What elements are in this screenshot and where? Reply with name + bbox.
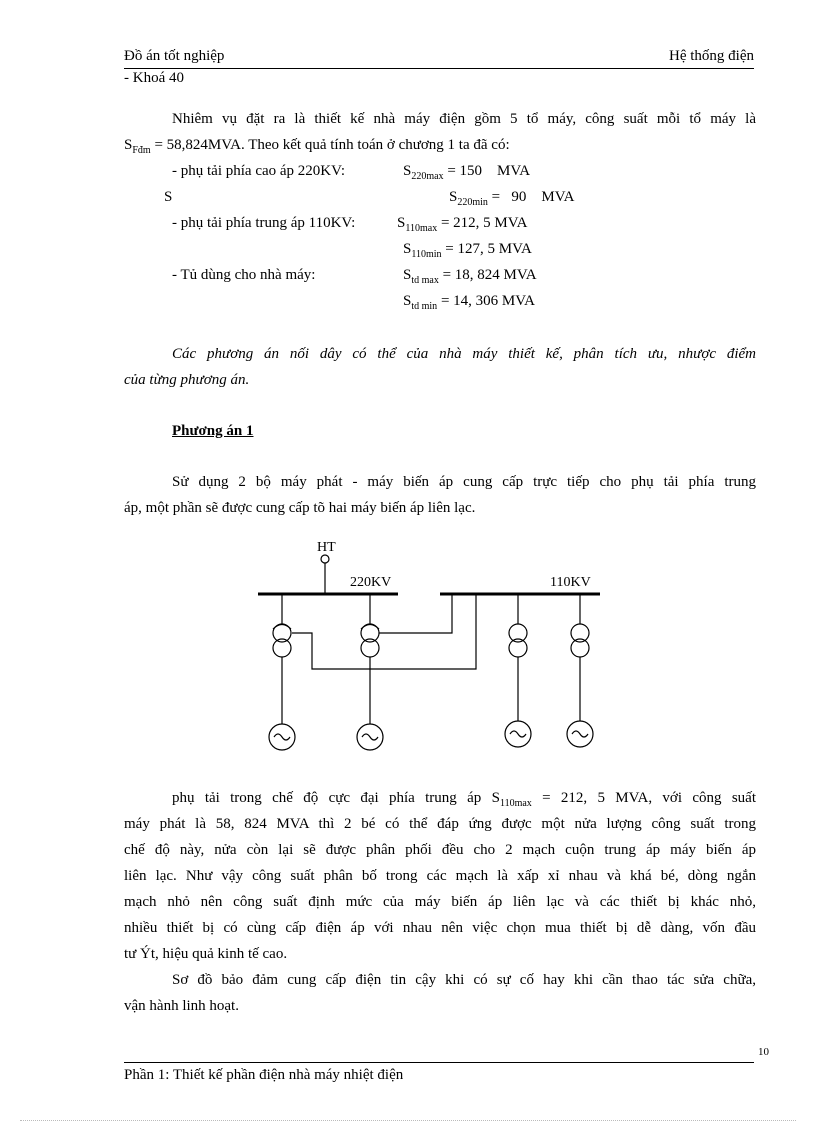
footer-rule (124, 1062, 754, 1063)
unit1-generator-sine (274, 734, 290, 740)
intro-line-1: Nhiêm vụ đặt ra là thiết kế nhà máy điện gồm 5 tổ máy, công suất mỗi tổ máy là (172, 111, 756, 127)
analysis-line-4: liên lạc. Như vậy công suất phân bố trong các mạch là xấp xỉ nhau và khá bé, dòng ngắn (124, 868, 756, 884)
unit1-transformer-winding-mark (273, 625, 291, 630)
load-high-max: $S_{220max} = 150$ MVA (403, 163, 531, 182)
objective-line-2: của từng phương án. (124, 372, 250, 388)
load-self-label: - Tủ dùng cho nhà máy: (172, 267, 316, 283)
ht-label: HT (317, 540, 336, 555)
page-number: 10 (758, 1046, 769, 1058)
load-self-max: $S_{td max} = 18$, 824 MVA (403, 267, 537, 286)
analysis-line-8: Sơ đồ bảo đảm cung cấp điện tin cậy khi có sự cố hay khi cần thao tác sửa chữa, (172, 972, 756, 988)
header-title-left: Đồ án tốt nghiệp (124, 48, 225, 64)
unit2-generator-sine (362, 734, 378, 740)
load-mid-max: $S_{110max} = 212$, 5 MVA (397, 215, 528, 234)
option-title: Phương án 1 (172, 423, 254, 439)
analysis-line-3: chế độ này, nửa còn lại sẽ được phân phối đều cho 2 mạch cuộn trung áp máy biến áp (124, 842, 756, 858)
load-self-min: $S_{td min} = 14$, 306 MVA (403, 293, 535, 312)
bus-220kv-label: 220KV (350, 575, 392, 590)
analysis-line-6: nhiều thiết bị có cùng cấp điện áp với nhau nên việc chọn mua thiết bị dễ dàng, vốn đầu (124, 920, 756, 936)
tie-line-unit1-to-110kv (292, 594, 476, 669)
unit2-transformer-winding-mark (361, 625, 379, 630)
option-desc-line-2: áp, một phần sẽ được cung cấp tõ hai máy biến áp liên lạc. (124, 500, 476, 516)
header-course: - Khoá 40 (124, 70, 184, 86)
footer-section: Phần 1: Thiết kế phần điện nhà máy nhiệt điện (124, 1067, 404, 1083)
objective-line-1: Các phương án nối dây có thể của nhà máy thiết kế, phân tích ưu, nhược điểm (172, 346, 756, 362)
unit4-generator-sine (572, 731, 588, 737)
load-high-label: - phụ tải phía cao áp 220KV: (172, 163, 346, 179)
analysis-line-9: vận hành linh hoạt. (124, 998, 239, 1014)
analysis-line-2: máy phát là 58, 824 MVA thì 2 bé có thể đáp ứng được một nửa lượng công suất trong (124, 816, 756, 832)
analysis-line-7: tư Ýt, hiệu quả kinh tế cao. (124, 946, 288, 962)
bus-110kv-label: 110KV (550, 575, 591, 590)
stray-s: S (164, 189, 173, 205)
option-desc-line-1: Sử dụng 2 bộ máy phát - máy biến áp cung cấp trực tiếp cho phụ tải phía trung (172, 474, 756, 490)
ht-node (321, 555, 329, 563)
unit3-generator-sine (510, 731, 526, 737)
tie-line-unit2-to-110kv (379, 594, 452, 633)
load-mid-min: $S_{110min} = 127$, 5 MVA (403, 241, 532, 260)
load-high-min: $S_{220min} = 90$ MVA (449, 189, 575, 208)
intro-line-2: $S_{Fđm} = 58,824MVA$. Theo kết quả tính toán ở chương 1 ta đã có: (124, 137, 510, 156)
header-title-right: Hệ thống điện (669, 48, 754, 64)
page-bottom-edge (20, 1120, 796, 1121)
load-mid-label: - phụ tải phía trung áp 110KV: (172, 215, 356, 231)
analysis-line-5: mạch nhỏ nên công suất định mức của máy biến áp liên lạc và các thiết bị khác nhỏ, (124, 894, 756, 910)
analysis-line-1: phụ tải trong chế độ cực đại phía trung áp $S_{110max} = 212$, 5 MVA, với công suất (172, 790, 756, 809)
